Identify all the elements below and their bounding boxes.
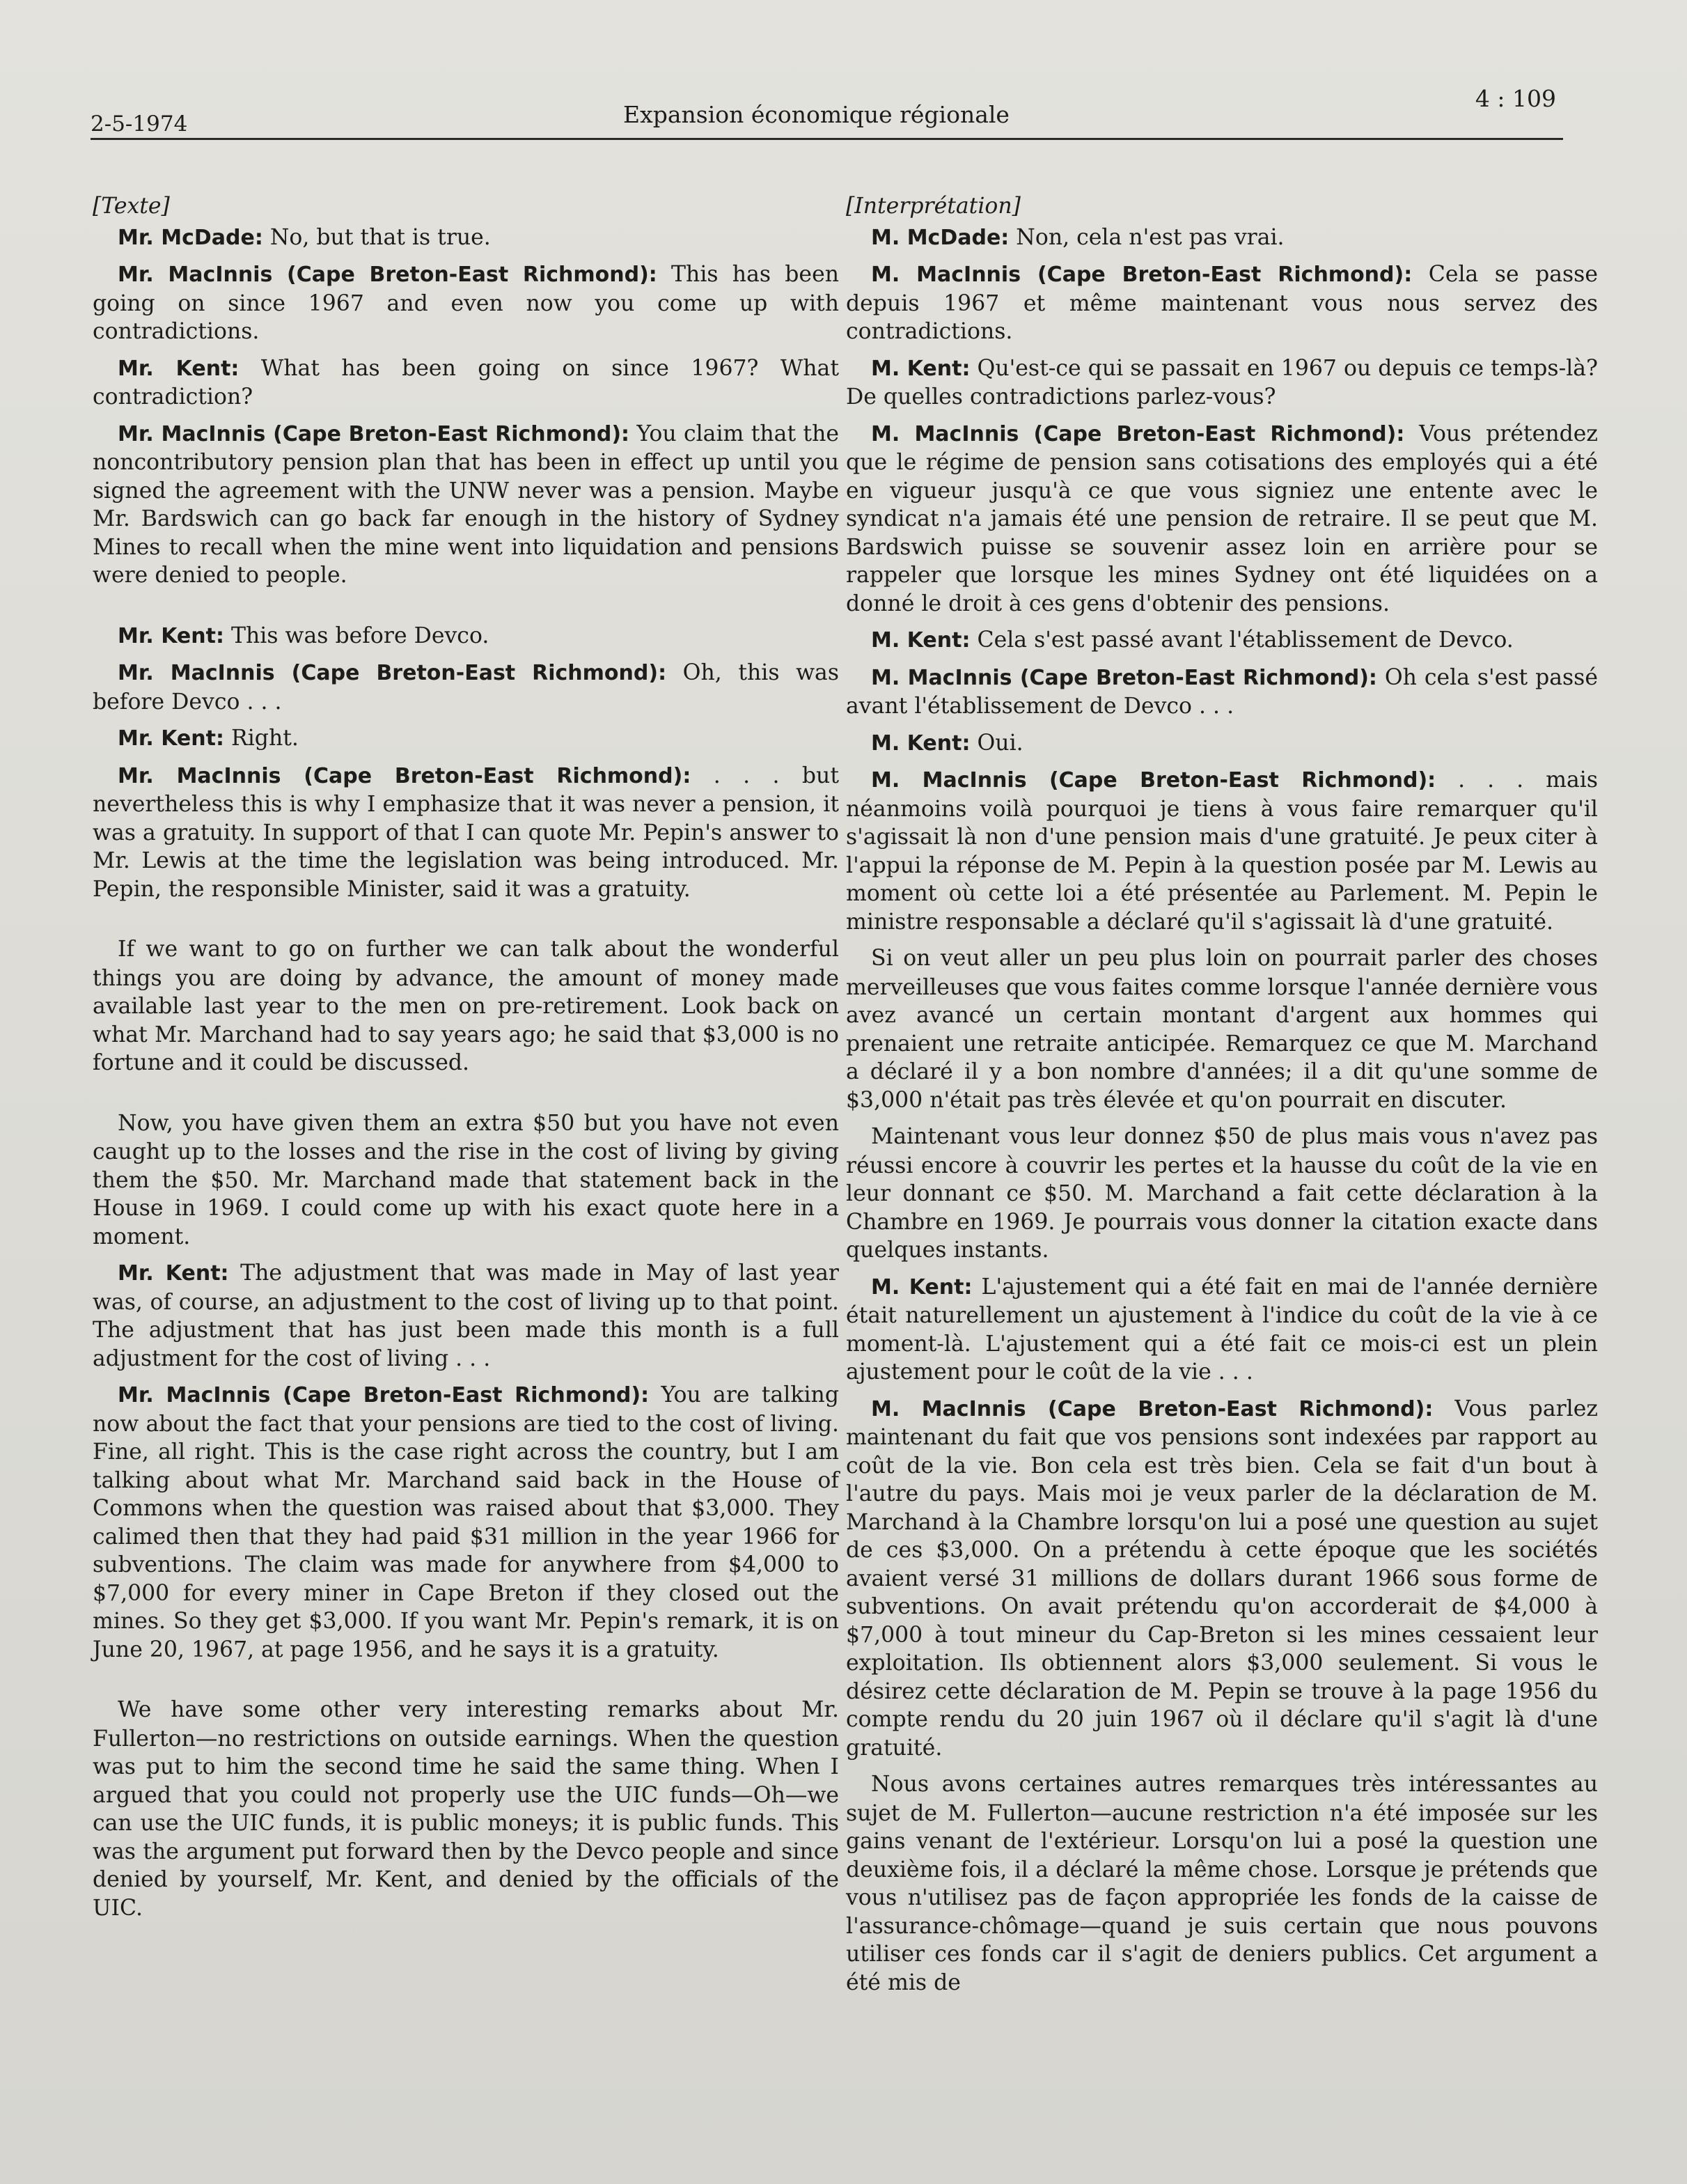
speaker-name: Mr. MacInnis (Cape Breton-East Richmond): <box>118 661 667 685</box>
transcript-paragraph <box>93 224 839 253</box>
speaker-name: M. Kent: <box>871 628 971 653</box>
speech-text: Cela se passe depuis 1967 et même maintenant vous nous servez des contradictions. <box>846 262 1598 344</box>
transcript-paragraph <box>846 626 1598 655</box>
speech-text: If we want to go on further we can talk about the wonderful things you are doing by advance, the amount of money made available last year to the men on pre-retirement. Look back on what Mr. Marchand had to say years ago; he said that $3,000 is no fortune and it could be discussed. <box>93 937 839 1075</box>
speaker-name: M. Kent: <box>871 1274 973 1300</box>
transcript-paragraph <box>93 1259 839 1373</box>
transcript-paragraph <box>846 1273 1598 1387</box>
speech-text: Maintenant vous leur donnez $50 de plus mais vous n'avez pas réussi encore à couvrir les pertes et la hausse du coût de la vie en leur donnant ce $50. M. Marchand a fait cette déclaration à la Chambre en 1969. Je pourrais vous donner la citation exacte dans quelques instants. <box>846 1124 1598 1263</box>
speaker-name: M. MacInnis (Cape Breton-East Richmond): <box>871 768 1436 793</box>
header-page-number: 4 : 109 <box>1475 85 1556 112</box>
transcript-paragraph <box>846 944 1598 1114</box>
transcript-paragraph <box>93 354 839 412</box>
speech-text: . . . but nevertheless this is why I emphasize that it was never a pension, it was a gratuity. In support of that I can quote Mr. Pepin's answer to Mr. Lewis at the time the legislation was being introduced. Mr. Pepin, the responsible Minister, said it was a gratuity. <box>93 763 840 902</box>
page-header <box>91 84 1563 140</box>
transcript-paragraph <box>846 766 1598 936</box>
transcript-paragraph <box>93 935 839 1077</box>
speech-text: Cela s'est passé avant l'établissement de Devco. <box>970 627 1514 653</box>
speech-text: Now, you have given them an extra $50 but you have not even caught up to the losses and the rise in the cost of living by giving them the $50. Mr. Marchand made that statement back in the House in 1969. I could come up with his exact quote here in a moment. <box>93 1110 839 1249</box>
speech-text: Right. <box>223 726 299 751</box>
transcript-paragraph <box>93 1109 839 1251</box>
speech-text: Nous avons certaines autres remarques très intéressantes au sujet de M. Fullerton—aucune restriction n'a été imposée sur les gains venant de l'extérieur. Lorsqu'on lui a posé la question une deuxième fois, il a déclaré la même chose. Lorsque je prétends que vous n'utilisez pas de façon appropriée les fonds de la caisse de l'assurance-chômage—quand je suis certain que nous pouvons utiliser ces fonds car il s'agit de deniers publics. Cet argument a été mis de <box>846 1772 1598 1995</box>
transcript-paragraph <box>846 224 1598 253</box>
transcript-paragraph <box>846 664 1598 721</box>
speaker-name: Mr. MacInnis (Cape Breton-East Richmond): <box>118 763 691 788</box>
speaker-name: Mr. Kent: <box>118 356 240 381</box>
speech-text: The adjustment that was made in May of last year was, of course, an adjustment to the cost of living up to that point. The adjustment that has just been made this month is a full adjustment for the cost of living . . . <box>93 1261 839 1371</box>
transcript-paragraph <box>93 1381 839 1664</box>
section-label: [Texte] <box>93 194 170 219</box>
speech-text: Vous prétendez que le régime de pension sans cotisations des employés qui a été en vigueur jusqu'à ce que vous signiez une entente avec le syndicat n'a jamais été une pension de retraire. Il se peut que M. Bardswich puisse se souvenir assez loin en arrière pour se rappeler que lorsque les mines Sydney ont été liquidées on a donné le droit à ces gens d'obtenir des pensions. <box>846 421 1599 616</box>
transcript-paragraph <box>846 354 1598 412</box>
speech-text: This was before Devco. <box>223 623 489 648</box>
speaker-name: Mr. MacInnis (Cape Breton-East Richmond): <box>118 1383 650 1407</box>
speaker-name: Mr. MacInnis (Cape Breton-East Richmond): <box>118 421 630 446</box>
transcript-paragraph <box>93 260 839 346</box>
transcript-paragraph <box>93 622 839 651</box>
speech-text: This has been going on since 1967 and even now you come up with contradictions. <box>93 262 840 344</box>
speaker-name: M. Kent: <box>871 356 971 381</box>
speech-text: You are talking now about the fact that your pensions are tied to the cost of living. Fine, all right. This is the case right across the country, but I am talking about what Mr. Marchand said back in the House of Commons when the question was raised about that $3,000. They calimed then that they had paid $31 million in the year 1966 for subventions. The claim was made for anywhere from $4,000 to $7,000 for every miner in Cape Breton if they closed out the mines. So they get $3,000. If you want Mr. Pepin's remark, it is on June 20, 1967, at page 1956, and he says it is a gratuity. <box>93 1382 839 1662</box>
speech-text: . . . mais néanmoins voilà pourquoi je tiens à vous faire remarquer qu'il s'agissait là non d'une pension mais d'une gratuité. Je peux citer à l'appui la réponse de M. Pepin à la question posée par M. Lewis au moment où cette loi a été présentée au Parlement. M. Pepin le ministre responsable a déclaré qu'il s'agissait là d'une gratuité. <box>846 767 1598 935</box>
speaker-name: M. MacInnis (Cape Breton-East Richmond): <box>871 421 1405 446</box>
speech-text: Oh cela s'est passé avant l'établissement de Devco . . . <box>846 664 1598 719</box>
speaker-name: Mr. McDade: <box>118 225 263 250</box>
speech-text: Oui. <box>970 730 1023 756</box>
speech-text: Oh, this was before Devco . . . <box>93 660 839 715</box>
header-title: Expansion économique régionale <box>623 101 1010 128</box>
speech-text: No, but that is true. <box>262 224 491 250</box>
speech-text: What has been going on since 1967? What contradiction? <box>93 355 839 410</box>
section-label: [Interprétation] <box>846 194 1021 219</box>
speaker-name: M. MacInnis (Cape Breton-East Richmond): <box>871 263 1413 287</box>
transcript-paragraph <box>93 724 839 754</box>
speech-text: You claim that the noncontributory pension plan that has been in effect up until you signed the agreement with the UNW never was a pension. Maybe Mr. Bardswich can go back far enough in the history of Sydney Mines to recall when the mine went into liquidation and pensions were denied to people. <box>93 421 839 588</box>
transcript-paragraph <box>846 729 1598 758</box>
transcript-paragraph <box>846 1770 1598 1997</box>
speaker-name: Mr. MacInnis (Cape Breton-East Richmond): <box>118 263 657 287</box>
speech-text: Vous parlez maintenant du fait que vos pensions sont indexées par rapport au coût de la vie. Bon cela est très bien. Cela se fait d'un bout à l'autre du pays. Mais moi je veux parler de la déclaration de M. Marchand à la Chambre lorsqu'on lui a posé une question au sujet de ces $3,000. On a prétendu à cette époque que les sociétés avaient versé 31 millions de dollars durant 1966 sous forme de subventions. On avait prétendu qu'on accorderait de $4,000 à $7,000 à tout mineur du Cap-Breton si les mines cessaient leur exploitation. Ils obtiennent alors $3,000 seulement. Si vous le désirez cette déclaration de M. Pepin se trouve à la page 1956 du compte rendu du 20 juin 1967 où il déclare qu'il s'agit là d'une gratuité. <box>846 1396 1598 1761</box>
speaker-name: M. MacInnis (Cape Breton-East Richmond): <box>871 1396 1434 1421</box>
speech-text: Si on veut aller un peu plus loin on pourrait parler des choses merveilleuses que vous faites comme lorsque l'année dernière vous avez avancé un certain montant d'argent aux hommes qui prenaient une retraite anticipée. Remarquez ce que M. Marchand a déclaré il y a bon nombre d'années; il a dit qu'une somme de $3,000 n'était pas très élevée et qu'on pourrait en discuter. <box>846 946 1599 1113</box>
transcript-paragraph <box>846 1395 1598 1763</box>
speech-text: Qu'est-ce qui se passait en 1967 ou depuis ce temps-là? De quelles contradictions parlez-vous? <box>846 355 1598 410</box>
english-column <box>93 192 839 1930</box>
speaker-name: M. Kent: <box>871 731 971 756</box>
speaker-name: M. MacInnis (Cape Breton-East Richmond): <box>871 665 1377 690</box>
speech-text: We have some other very interesting remarks about Mr. Fullerton—no restrictions on outside earnings. When the question was put to him the second time he said the same thing. When I argued that you could not properly use the UIC funds—Oh—we can use the UIC funds, it is public moneys; it is public funds. This was the argument put forward then by the Devco people and since denied by yourself, Mr. Kent, and denied by the officials of the UIC. <box>93 1697 839 1921</box>
speaker-name: Mr. Kent: <box>118 623 224 648</box>
transcript-paragraph <box>846 420 1598 618</box>
speech-text: L'ajustement qui a été fait en mai de l'année dernière était naturellement un ajustement à l'indice du coût de la vie à ce moment-là. L'ajustement qui a été fait ce mois-ci est un plein ajustement pour le coût de la vie . . . <box>846 1274 1598 1384</box>
transcript-paragraph <box>93 420 839 590</box>
speaker-name: Mr. Kent: <box>118 726 224 751</box>
transcript-paragraph <box>93 659 839 716</box>
speaker-name: M. McDade: <box>871 225 1010 250</box>
speech-text: Non, cela n'est pas vrai. <box>1009 224 1285 250</box>
transcript-paragraph <box>846 260 1598 346</box>
speaker-name: Mr. Kent: <box>118 1261 229 1286</box>
header-date: 2-5-1974 <box>91 111 188 136</box>
french-column <box>846 192 1598 2005</box>
transcript-paragraph <box>93 762 839 904</box>
transcript-paragraph <box>846 1123 1598 1265</box>
transcript-paragraph <box>93 1696 839 1922</box>
